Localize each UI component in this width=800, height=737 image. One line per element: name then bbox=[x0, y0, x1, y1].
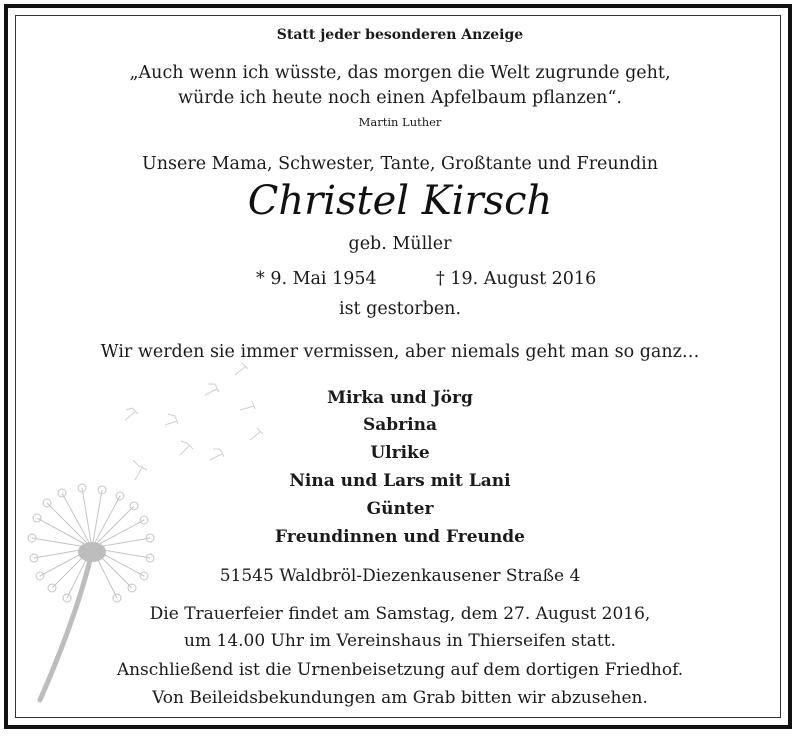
mourner-name: Sabrina bbox=[363, 415, 437, 435]
funeral-info-line: um 14.00 Uhr im Vereinshaus in Thierseifen statt. bbox=[184, 631, 616, 651]
funeral-info-line: Anschließend ist die Urnenbeisetzung auf dem dortigen Friedhof. bbox=[116, 660, 684, 680]
deceased-name: Christel Kirsch bbox=[247, 178, 553, 224]
motto-text: Wir werden sie immer vermissen, aber niemals geht man so ganz… bbox=[100, 342, 700, 362]
quote-line-2: würde ich heute noch einen Apfelbaum pflanzen“. bbox=[178, 88, 622, 108]
quote-line-1: „Auch wenn ich wüsste, das morgen die Welt zugrunde geht, bbox=[129, 63, 671, 83]
mourner-name: Freundinnen und Freunde bbox=[275, 527, 525, 547]
death-date: † 19. August 2016 bbox=[436, 269, 597, 289]
address-text: 51545 Waldbröl-Diezenkausener Straße 4 bbox=[219, 566, 581, 586]
quote-author: Martin Luther bbox=[358, 115, 442, 129]
intro-text: Unsere Mama, Schwester, Tante, Großtante und Freundin bbox=[141, 154, 659, 174]
funeral-info-line: Von Beileidsbekundungen am Grab bitten wir abzusehen. bbox=[152, 688, 648, 708]
maiden-name: geb. Müller bbox=[348, 234, 452, 254]
birth-date: * 9. Mai 1954 bbox=[256, 269, 377, 289]
notice-header: Statt jeder besonderen Anzeige bbox=[276, 27, 524, 43]
mourner-name: Ulrike bbox=[370, 443, 430, 463]
mourner-name: Günter bbox=[366, 499, 434, 519]
mourner-name: Nina und Lars mit Lani bbox=[289, 471, 511, 491]
funeral-info-line: Die Trauerfeier findet am Samstag, dem 27. August 2016, bbox=[149, 604, 651, 624]
died-statement: ist gestorben. bbox=[338, 299, 462, 319]
mourner-name: Mirka und Jörg bbox=[327, 388, 473, 408]
